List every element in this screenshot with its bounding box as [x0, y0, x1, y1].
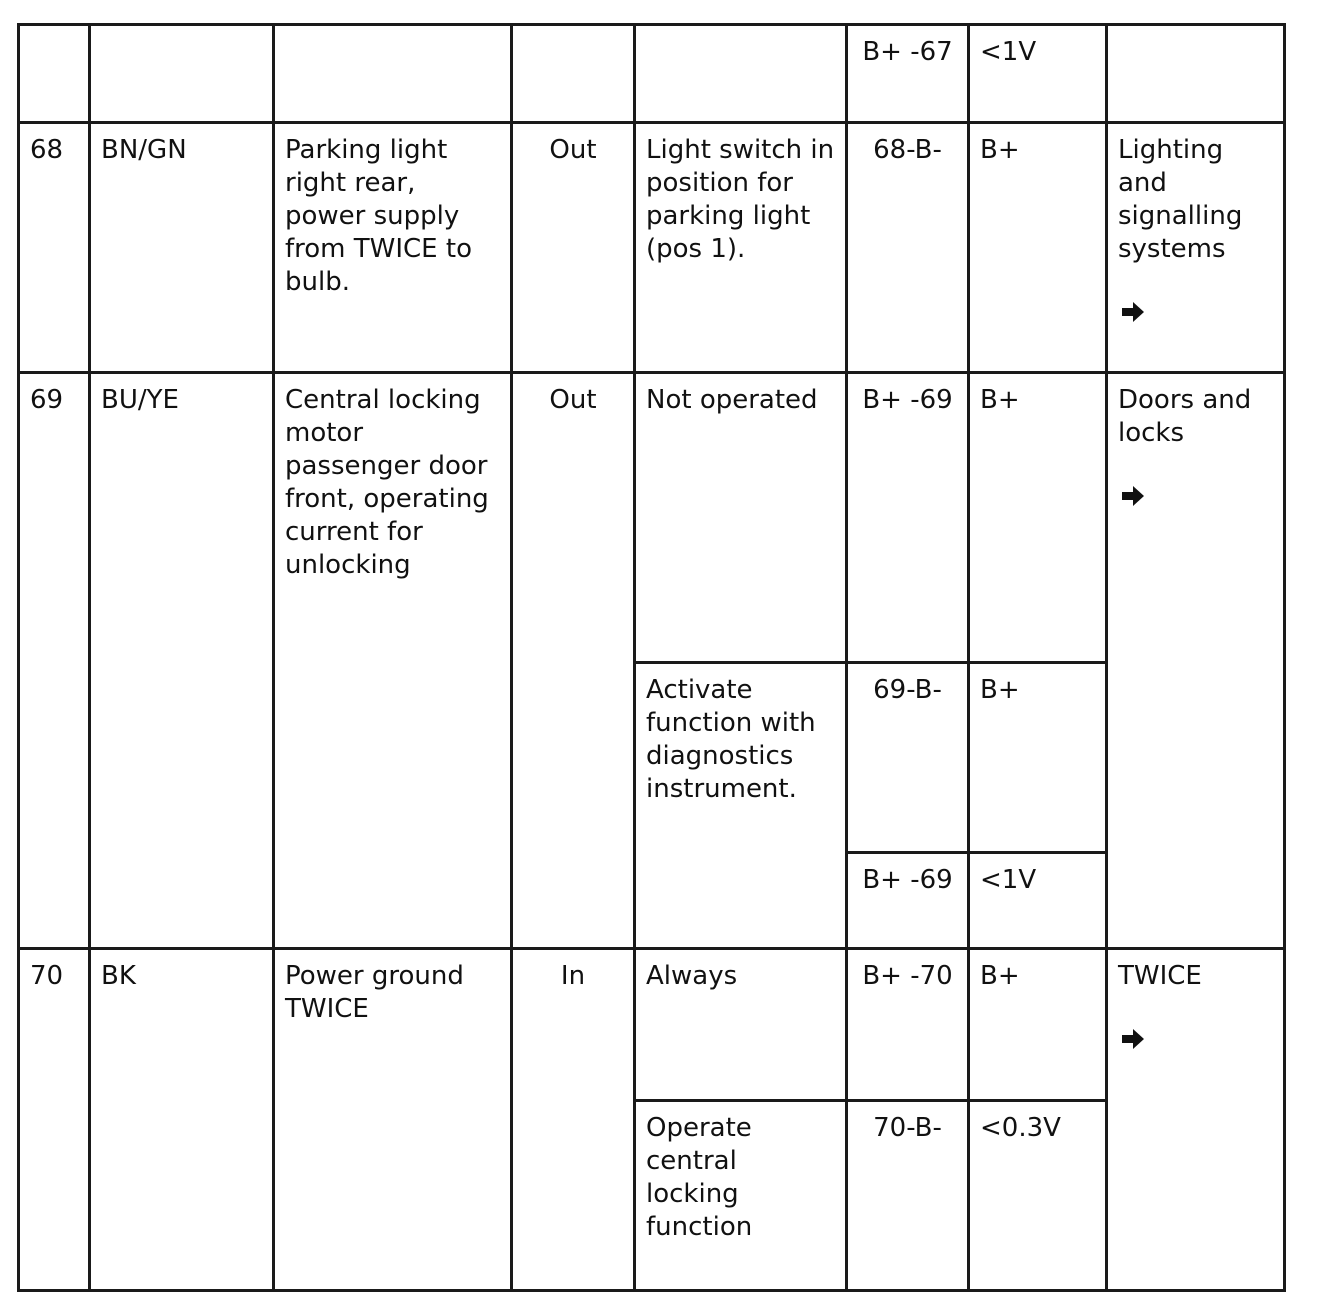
wire-color-cell: BK: [90, 949, 274, 1291]
value-cell: <1V: [969, 853, 1107, 949]
direction-cell: Out: [512, 123, 635, 373]
wire-color-cell: BN/GN: [90, 123, 274, 373]
table-row: [19, 25, 1285, 123]
measure-cell: 70-B-: [847, 1101, 969, 1291]
value-cell: B+: [969, 123, 1107, 373]
value-cell: B+: [969, 373, 1107, 663]
right-arrow-icon[interactable]: [1120, 483, 1146, 509]
reference-label: Lighting and signalling systems: [1118, 135, 1243, 264]
condition-cell: Light switch in position for parking light (pos 1).: [635, 123, 847, 373]
measure-cell: B+ -70: [847, 949, 969, 1101]
description-cell: Power ground TWICE: [274, 949, 512, 1291]
value-cell: <0.3V: [969, 1101, 1107, 1291]
pin-cell: 68: [19, 123, 90, 373]
table-row: [19, 123, 1285, 373]
wire-color-cell: BU/YE: [90, 373, 274, 949]
reference-cell[interactable]: [1107, 949, 1285, 1291]
pin-cell: 70: [19, 949, 90, 1291]
pin-table: [17, 23, 1286, 1292]
pin-cell: [19, 25, 90, 123]
pin-cell: 69: [19, 373, 90, 949]
reference-cell[interactable]: [1107, 373, 1285, 949]
direction-cell: [512, 25, 635, 123]
reference-label: Doors and locks: [1118, 385, 1252, 448]
reference-label: TWICE: [1118, 961, 1202, 991]
measure-cell: B+ -67: [847, 25, 969, 123]
reference-cell[interactable]: [1107, 123, 1285, 373]
right-arrow-icon[interactable]: [1120, 299, 1146, 325]
condition-cell: Activate function with diagnostics instrument.: [635, 663, 847, 949]
value-cell: B+: [969, 949, 1107, 1101]
measure-cell: B+ -69: [847, 853, 969, 949]
direction-cell: In: [512, 949, 635, 1291]
description-cell: Parking light right rear, power supply from TWICE to bulb.: [274, 123, 512, 373]
reference-cell: [1107, 25, 1285, 123]
table-row: [19, 373, 1285, 663]
value-cell: <1V: [969, 25, 1107, 123]
condition-cell: Not operated: [635, 373, 847, 663]
condition-cell: Operate central locking function: [635, 1101, 847, 1291]
description-cell: Central locking motor passenger door front, operating current for unlocking: [274, 373, 512, 949]
measure-cell: 68-B-: [847, 123, 969, 373]
description-cell: [274, 25, 512, 123]
wire-color-cell: [90, 25, 274, 123]
condition-cell: [635, 25, 847, 123]
table-row: [19, 949, 1285, 1101]
value-cell: B+: [969, 663, 1107, 853]
right-arrow-icon[interactable]: [1120, 1026, 1146, 1052]
condition-cell: Always: [635, 949, 847, 1101]
measure-cell: B+ -69: [847, 373, 969, 663]
measure-cell: 69-B-: [847, 663, 969, 853]
direction-cell: Out: [512, 373, 635, 949]
